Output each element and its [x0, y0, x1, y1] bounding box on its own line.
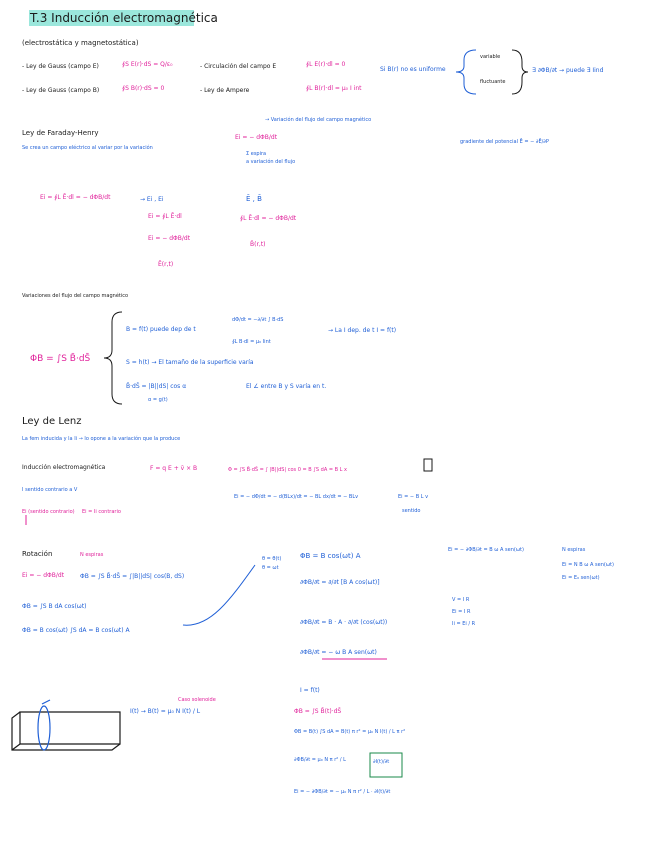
- flux-case-angle: B̄·dS̄ = |B||dS| cos α: [126, 383, 187, 390]
- flux-current: → La I dep. de t I = f(t): [328, 327, 397, 334]
- faraday-desc: Se crea un campo eléctrico al variar por la variación: [22, 145, 153, 151]
- rot-emf-n: Ei = N B ω A sen(ωt): [562, 562, 614, 568]
- rot-derivative-2: ∂ΦB/∂t = B · A · ∂/∂t (cos(ωt)): [300, 619, 388, 626]
- gauss-b-eq: ∮S B(r)·dS = 0: [122, 85, 165, 92]
- solenoid-b-field: I(t) → B(t) = μ₀ N I(t) / L: [130, 708, 201, 715]
- flux-case-b: B = f(t) puede dep de t: [126, 326, 196, 333]
- solenoid-label: Caso solenoide: [178, 697, 216, 703]
- ie-sentido: I sentido contrario a V: [22, 487, 78, 493]
- ie-emf: Ei = − dΦ/dt = − d(BLx)/dt = − BL dx/dt = − BLv: [234, 494, 359, 500]
- rotation-theta-t: θ = θ(t): [262, 556, 282, 562]
- faraday-title: Ley de Faraday-Henry: [22, 129, 99, 137]
- rotation-arrow: [183, 565, 255, 625]
- brace-right: [512, 50, 528, 94]
- solenoid-flux: ΦB = ∫S B̄(t)·dS̄: [294, 708, 342, 715]
- flux-brace: [104, 312, 122, 404]
- lenz-symbol: [424, 459, 432, 471]
- rotation-flux-cos: ΦB = ∫S B dA cos(ωt): [22, 603, 87, 610]
- faraday-emf: Ei = − dΦB/dt: [148, 235, 191, 242]
- rotation-nesp: N espiras: [80, 552, 104, 558]
- rot-ohm: V = I R: [452, 597, 470, 603]
- lenz-desc: La fem inducida y la Ii → lo opone a la variación que la produce: [22, 436, 181, 442]
- faraday-variation: a variación del flujo: [246, 159, 296, 165]
- solenoid-i-t: I = f(t): [300, 687, 320, 694]
- flux-definition: ΦB = ∫S B̄·dS̄: [30, 354, 91, 364]
- variable-note: variable: [480, 54, 501, 60]
- gradient-note: gradiente del potencial Ē = − ∂Ē/∂P: [460, 139, 549, 145]
- circ-e-eq: ∮L E(r)·dl = 0: [306, 61, 346, 68]
- faraday-e-field: Ē(r,t): [158, 261, 174, 268]
- faraday-law: ∮L Ē·dl = − dΦB/dt: [240, 215, 297, 222]
- box-didt: [370, 753, 402, 777]
- flux-alpha: α = g(t): [148, 397, 168, 403]
- induced-note: ∃ ∂ΦB/∂t → puede ∃ Iind: [532, 67, 604, 74]
- ie-wire-label: sentido: [402, 508, 421, 514]
- brace-left: [456, 50, 476, 94]
- ampere-eq: ∮L B(r)·dl = μ₀ I int: [306, 85, 362, 92]
- solenoid-drawing: [12, 712, 120, 750]
- rot-derivative-3: ∂ΦB/∂t = − ω B A sen(ωt): [300, 649, 377, 656]
- rot-emf-amp: Ei = E₀ sen(ωt): [562, 575, 600, 581]
- solenoid-didt: ∂I(t)/∂t: [373, 759, 390, 765]
- faraday-circ: Ei = ∮L Ē·dl: [148, 213, 182, 220]
- gauss-b-label: - Ley de Gauss (campo B): [22, 87, 100, 94]
- faraday-arrow: → Ei , Ei: [140, 196, 164, 203]
- rotation-emf: Ei = − dΦB/dt: [22, 572, 65, 579]
- rot-n-espiras: N espiras: [562, 547, 586, 553]
- rot-current: Ii = Ei / R: [452, 621, 476, 627]
- rotation-flux-integral: ΦB = ∫S B̄·dS̄ = ∫|B||dS| cos(B, dS): [80, 573, 185, 580]
- rot-emf-result: Ei = − ∂ΦB/∂t = B ω A sen(ωt): [448, 547, 524, 553]
- ie-title: Inducción electromagnética: [22, 464, 106, 471]
- flux-angle-note: El ∠ entre B y S varía en t.: [246, 383, 327, 390]
- faraday-espira: Σ espira: [246, 151, 267, 157]
- rot-phi: ΦB = B cos(ωt) A: [300, 552, 361, 560]
- faraday-eq: Ei = − dΦB/dt: [235, 134, 278, 141]
- lenz-title: Ley de Lenz: [22, 416, 82, 427]
- ie-force: F = q E + v̄ × B: [150, 465, 198, 472]
- rot-emf-ir: Ei = I R: [452, 609, 471, 615]
- faraday-b-field: B̄(r,t): [250, 241, 266, 248]
- flux-case-s: S = h(t) → El tamaño de la superficie varía: [126, 359, 254, 366]
- ie-flux: Φ = ∫S B̄·dS̄ = ∫ |B||dS| cos 0 = B ∫S dA = B L x: [228, 467, 347, 473]
- solenoid-emf: Ei = − ∂ΦB/∂t = − μ₀ N π r² / L · ∂I(t)/∂t: [294, 789, 391, 795]
- solenoid-flux-area: ΦB = B(t) ∫S dA = B(t) π r² = μ₀ N I(t) / L π r²: [294, 729, 406, 735]
- circ-e-label: - Circulación del campo E: [200, 63, 277, 70]
- subtitle: (electrostática y magnetostática): [22, 39, 139, 47]
- solenoid-dphi: ∂ΦB/∂t = μ₀ N π r² / L: [294, 757, 346, 763]
- ie-emf-result: Ei = − B L v: [398, 494, 429, 500]
- ampere-label: - Ley de Ampere: [200, 87, 250, 94]
- faraday-fields: Ē , B̄: [246, 195, 262, 203]
- rotation-theta-wt: θ = ωt: [262, 565, 279, 571]
- rotation-flux-area: ΦB = B cos(ωt) ∫S dA = B cos(ωt) A: [22, 627, 130, 634]
- faraday-integral: Ei = ∮L Ē·dl = − dΦB/dt: [40, 194, 111, 201]
- gauss-e-eq: ∮S E(r)·dS = Q/ε₀: [122, 61, 173, 68]
- flux-ampere: ∮L B·dl = μ₀ Iint: [232, 339, 271, 345]
- rot-derivative: ∂ΦB/∂t = ∂/∂t [B A cos(ωt)]: [300, 579, 380, 586]
- flux-dphidt: dΦ/dt = −∂/∂t ∫ B·dS: [232, 317, 284, 323]
- gauss-e-label: - Ley de Gauss (campo E): [22, 63, 99, 70]
- ie-current-dir: Ei = Ii contrario: [82, 509, 121, 515]
- faraday-note: → Variación del flujo del campo magnético: [265, 117, 372, 123]
- rotation-title: Rotación: [22, 550, 53, 558]
- fluctuante-note: fluctuante: [480, 79, 506, 85]
- page-title: T.3 Inducción electromagnética: [30, 11, 218, 25]
- nonuniform-note: Si B(r) no es uniforme: [380, 66, 446, 73]
- flux-title: Variaciones del flujo del campo magnético: [22, 293, 129, 299]
- ie-emf-dir: Ei (sentido contrario): [22, 509, 75, 515]
